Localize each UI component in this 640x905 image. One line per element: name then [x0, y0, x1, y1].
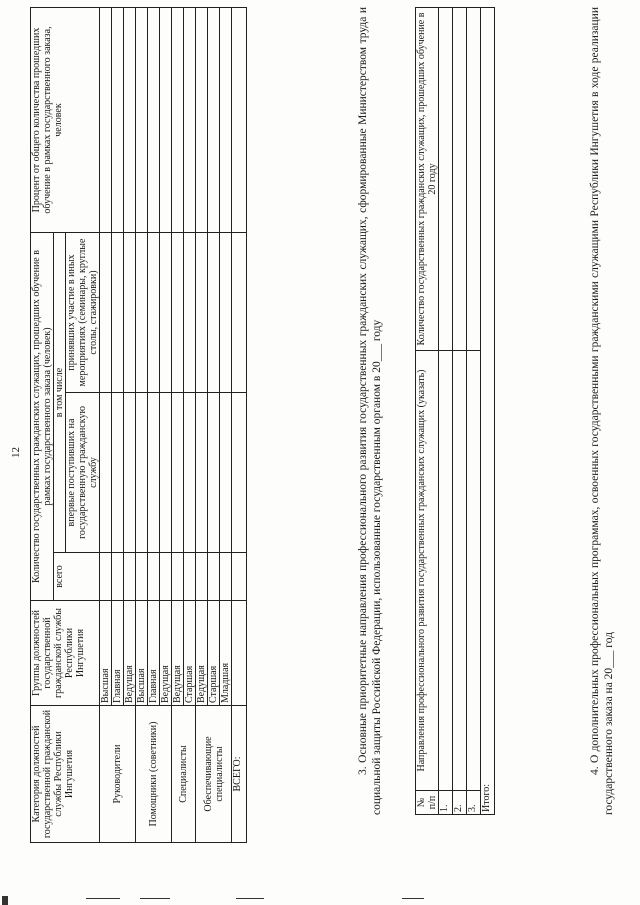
header-other-events: принявших участие в иных мероприятиях (семинары, круглые столы, стажировки) [66, 233, 100, 393]
header-num: № п/п [416, 791, 439, 815]
group-cell: Высшая [136, 601, 148, 706]
header-total: всего [54, 553, 100, 601]
section-4-paragraph: 4. О дополнительных профессиональных программах, освоенных государственными гражданскими служащими Республики Ингушетия в ходе реализации государственного заказа на 20___ год [589, 7, 616, 815]
scan-artifact [2, 896, 8, 905]
category-cell: Обеспечивающие специалисты [196, 706, 232, 843]
header-group: Группы должностей государственной гражданской службы Республики Ингушетия [31, 601, 100, 706]
group-cell: Старшая [208, 601, 220, 706]
header-including: в том числе [54, 233, 66, 553]
scan-artifact [236, 898, 264, 899]
row-number: 1. [439, 791, 453, 815]
table-row [453, 8, 467, 815]
scan-artifact [402, 898, 424, 899]
category-cell: Руководители [100, 706, 136, 843]
group-cell: Ведущая [172, 601, 184, 706]
total-row [481, 8, 495, 815]
scan-artifact [140, 898, 170, 899]
group-cell: Главная [112, 601, 124, 706]
total-label: ВСЕГО: [232, 706, 247, 843]
section-3-paragraph: 3. Основные приоритетные направления профессионального развития государственных гражданских служащих, сформированные Министерством труда и социальной защиты Российской Федерации, использованные государственным органом в 20___ году [357, 7, 384, 815]
group-cell: Ведущая [196, 601, 208, 706]
row-number: 2. [453, 791, 467, 815]
training-count-table [30, 7, 247, 843]
total-label: Итого: [481, 8, 495, 815]
group-cell: Старшая [184, 601, 196, 706]
header-category: Категория должностей государственной гражданской службы Республики Ингушетия [31, 706, 100, 843]
group-cell: Младшая [220, 601, 232, 706]
page-number: 12 [10, 447, 22, 458]
group-cell: Высшая [100, 601, 112, 706]
table-row [196, 8, 208, 843]
category-cell: Помощники (советники) [136, 706, 172, 843]
table-row [439, 8, 453, 815]
category-cell: Специалисты [172, 706, 196, 843]
header-direction: Направления профессионального развития государственных гражданских служащих (указать) [416, 351, 439, 791]
header-first-time: впервые поступивших на государственную гражданскую службу [66, 393, 100, 553]
header-count: Количество государственных гражданских служащих, прошедших обучение в рамках государственного заказа (человек) [31, 233, 54, 601]
table-row [467, 8, 481, 815]
table-row [172, 8, 184, 843]
group-cell: Ведущая [124, 601, 136, 706]
total-row [232, 8, 247, 843]
header-percent: Процент от общего количества прошедших обучение в рамках государственного заказа, человек [31, 8, 100, 233]
group-cell: Ведущая [160, 601, 172, 706]
table-row [100, 8, 112, 843]
table-row [136, 8, 148, 843]
row-number: 3. [467, 791, 481, 815]
group-cell: Главная [148, 601, 160, 706]
header-count: Количество государственных гражданских служащих, прошедших обучение в 20 году [416, 8, 439, 351]
development-directions-table [415, 7, 495, 815]
scan-artifact [86, 898, 120, 899]
